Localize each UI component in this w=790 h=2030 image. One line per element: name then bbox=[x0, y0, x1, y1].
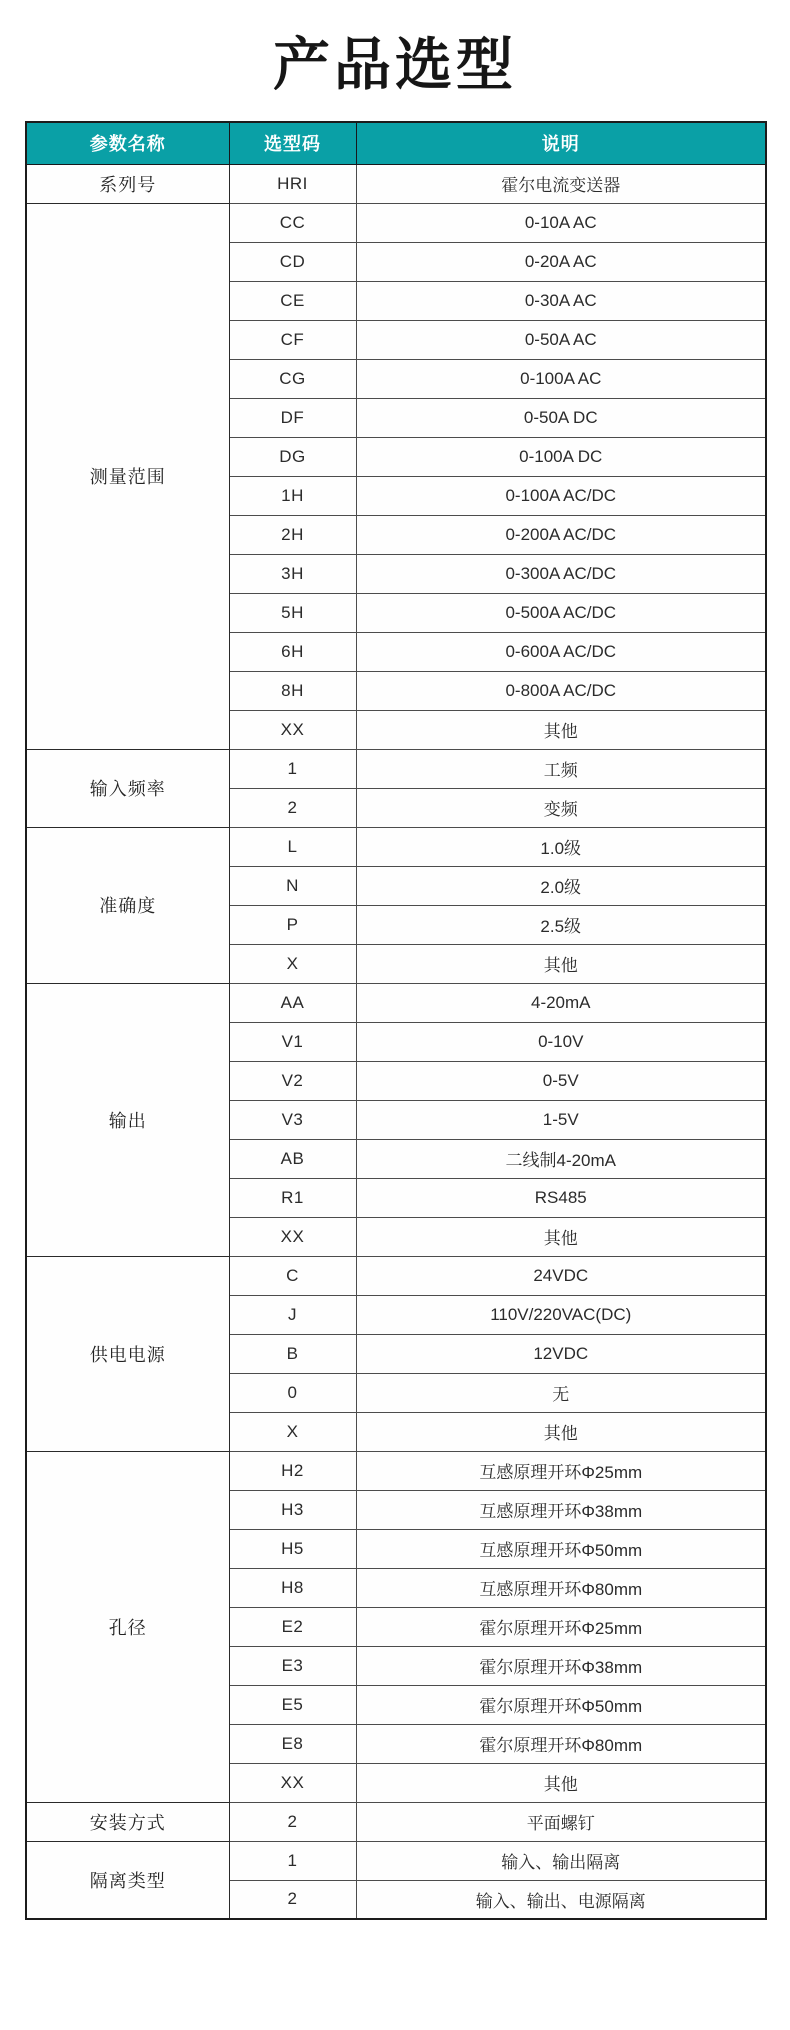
description-cell: 霍尔电流变送器 bbox=[356, 164, 766, 203]
description-cell: 互感原理开环Φ50mm bbox=[356, 1529, 766, 1568]
description-cell: 1.0级 bbox=[356, 827, 766, 866]
description-cell: 互感原理开环Φ38mm bbox=[356, 1490, 766, 1529]
selection-code-cell: XX bbox=[229, 1763, 356, 1802]
description-cell: 变频 bbox=[356, 788, 766, 827]
selection-code-cell: 3H bbox=[229, 554, 356, 593]
parameter-name-cell: 测量范围 bbox=[26, 203, 229, 749]
description-cell: 1-5V bbox=[356, 1100, 766, 1139]
page-title: 产品选型 bbox=[273, 33, 517, 97]
description-cell: 霍尔原理开环Φ38mm bbox=[356, 1646, 766, 1685]
selection-code-cell: 8H bbox=[229, 671, 356, 710]
description-cell: 0-100A DC bbox=[356, 437, 766, 476]
selection-code-cell: 2 bbox=[229, 1802, 356, 1841]
selection-code-cell: 1H bbox=[229, 476, 356, 515]
selection-code-cell: CE bbox=[229, 281, 356, 320]
selection-code-cell: 1 bbox=[229, 1841, 356, 1880]
table-header-selection-code: 选型码 bbox=[229, 122, 356, 164]
table-header-row bbox=[26, 122, 766, 164]
selection-code-cell: B bbox=[229, 1334, 356, 1373]
table-row bbox=[26, 1841, 766, 1880]
description-cell: 110V/220VAC(DC) bbox=[356, 1295, 766, 1334]
description-cell: 其他 bbox=[356, 1217, 766, 1256]
description-cell: 其他 bbox=[356, 944, 766, 983]
selection-code-cell: AB bbox=[229, 1139, 356, 1178]
description-cell: 其他 bbox=[356, 1412, 766, 1451]
description-cell: 平面螺钉 bbox=[356, 1802, 766, 1841]
description-cell: 霍尔原理开环Φ25mm bbox=[356, 1607, 766, 1646]
selection-code-cell: 6H bbox=[229, 632, 356, 671]
selection-code-cell: CF bbox=[229, 320, 356, 359]
selection-code-cell: R1 bbox=[229, 1178, 356, 1217]
parameter-name-cell: 系列号 bbox=[26, 164, 229, 203]
table-row bbox=[26, 983, 766, 1022]
selection-code-cell: HRI bbox=[229, 164, 356, 203]
selection-code-cell: 1 bbox=[229, 749, 356, 788]
selection-code-cell: V1 bbox=[229, 1022, 356, 1061]
selection-code-cell: H3 bbox=[229, 1490, 356, 1529]
selection-code-cell: 0 bbox=[229, 1373, 356, 1412]
selection-code-cell: AA bbox=[229, 983, 356, 1022]
selection-code-cell: H2 bbox=[229, 1451, 356, 1490]
description-cell: 工频 bbox=[356, 749, 766, 788]
description-cell: 24VDC bbox=[356, 1256, 766, 1295]
description-cell: 互感原理开环Φ80mm bbox=[356, 1568, 766, 1607]
selection-code-cell: XX bbox=[229, 710, 356, 749]
description-cell: 0-30A AC bbox=[356, 281, 766, 320]
table-row bbox=[26, 749, 766, 788]
selection-code-cell: 2 bbox=[229, 788, 356, 827]
description-cell: 0-300A AC/DC bbox=[356, 554, 766, 593]
selection-code-cell: V2 bbox=[229, 1061, 356, 1100]
parameter-name-cell: 输出 bbox=[26, 983, 229, 1256]
selection-code-cell: V3 bbox=[229, 1100, 356, 1139]
description-cell: 互感原理开环Φ25mm bbox=[356, 1451, 766, 1490]
selection-code-cell: CG bbox=[229, 359, 356, 398]
description-cell: 0-500A AC/DC bbox=[356, 593, 766, 632]
selection-code-cell: E5 bbox=[229, 1685, 356, 1724]
description-cell: 输入、输出、电源隔离 bbox=[356, 1880, 766, 1919]
description-cell: 2.0级 bbox=[356, 866, 766, 905]
description-cell: 其他 bbox=[356, 1763, 766, 1802]
table-header-parameter-name: 参数名称 bbox=[26, 122, 229, 164]
description-cell: 0-50A AC bbox=[356, 320, 766, 359]
selection-code-cell: 2H bbox=[229, 515, 356, 554]
description-cell: 0-600A AC/DC bbox=[356, 632, 766, 671]
selection-code-cell: DF bbox=[229, 398, 356, 437]
selection-code-cell: XX bbox=[229, 1217, 356, 1256]
description-cell: 二线制4-20mA bbox=[356, 1139, 766, 1178]
description-cell: 0-100A AC/DC bbox=[356, 476, 766, 515]
selection-code-cell: P bbox=[229, 905, 356, 944]
table-row bbox=[26, 164, 766, 203]
table-row bbox=[26, 1256, 766, 1295]
description-cell: 4-20mA bbox=[356, 983, 766, 1022]
selection-code-cell: E8 bbox=[229, 1724, 356, 1763]
parameter-name-cell: 孔径 bbox=[26, 1451, 229, 1802]
selection-code-cell: N bbox=[229, 866, 356, 905]
selection-code-cell: L bbox=[229, 827, 356, 866]
description-cell: 0-800A AC/DC bbox=[356, 671, 766, 710]
selection-code-cell: E2 bbox=[229, 1607, 356, 1646]
table-header-description: 说明 bbox=[356, 122, 766, 164]
selection-code-cell: E3 bbox=[229, 1646, 356, 1685]
selection-code-cell: 2 bbox=[229, 1880, 356, 1919]
table-row bbox=[26, 1451, 766, 1490]
parameter-name-cell: 输入频率 bbox=[26, 749, 229, 827]
table-row bbox=[26, 203, 766, 242]
parameter-name-cell: 准确度 bbox=[26, 827, 229, 983]
selection-code-cell: H8 bbox=[229, 1568, 356, 1607]
description-cell: 0-200A AC/DC bbox=[356, 515, 766, 554]
description-cell: 0-10V bbox=[356, 1022, 766, 1061]
parameter-name-cell: 隔离类型 bbox=[26, 1841, 229, 1919]
table-row bbox=[26, 1802, 766, 1841]
description-cell: 0-20A AC bbox=[356, 242, 766, 281]
description-cell: 0-10A AC bbox=[356, 203, 766, 242]
selection-code-cell: X bbox=[229, 1412, 356, 1451]
selection-code-cell: X bbox=[229, 944, 356, 983]
selection-code-cell: J bbox=[229, 1295, 356, 1334]
description-cell: 霍尔原理开环Φ50mm bbox=[356, 1685, 766, 1724]
selection-code-cell: C bbox=[229, 1256, 356, 1295]
description-cell: 0-5V bbox=[356, 1061, 766, 1100]
parameter-name-cell: 安装方式 bbox=[26, 1802, 229, 1841]
selection-code-cell: CC bbox=[229, 203, 356, 242]
description-cell: 无 bbox=[356, 1373, 766, 1412]
description-cell: 输入、输出隔离 bbox=[356, 1841, 766, 1880]
description-cell: 霍尔原理开环Φ80mm bbox=[356, 1724, 766, 1763]
table-body bbox=[26, 164, 766, 1919]
parameter-name-cell: 供电电源 bbox=[26, 1256, 229, 1451]
selection-code-cell: CD bbox=[229, 242, 356, 281]
description-cell: 12VDC bbox=[356, 1334, 766, 1373]
table-row bbox=[26, 827, 766, 866]
selection-code-cell: DG bbox=[229, 437, 356, 476]
description-cell: 0-50A DC bbox=[356, 398, 766, 437]
selection-code-cell: 5H bbox=[229, 593, 356, 632]
product-selection-table bbox=[25, 121, 767, 1920]
description-cell: 0-100A AC bbox=[356, 359, 766, 398]
selection-code-cell: H5 bbox=[229, 1529, 356, 1568]
description-cell: RS485 bbox=[356, 1178, 766, 1217]
description-cell: 其他 bbox=[356, 710, 766, 749]
description-cell: 2.5级 bbox=[356, 905, 766, 944]
